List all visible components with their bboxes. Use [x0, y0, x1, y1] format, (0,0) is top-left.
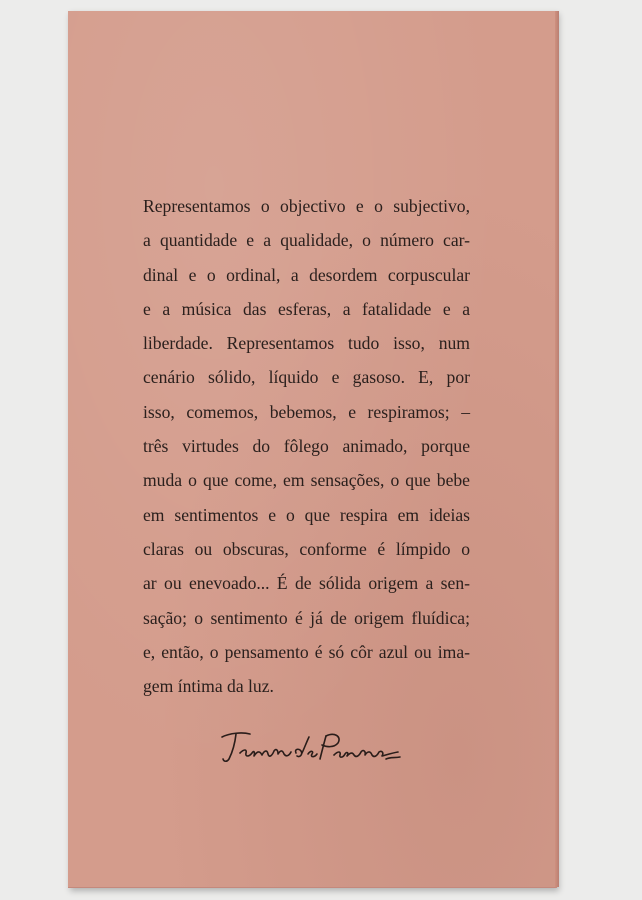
quote-text: [143, 189, 470, 703]
quote-line-14: e, então, o pensamento é só côr azul ou ima-: [143, 641, 470, 662]
quote-line-12: ar ou enevoado... É de sólida origem a sen-: [143, 573, 470, 594]
quote-line-9: muda o que come, em sensações, o que bebe: [143, 470, 470, 491]
quote-line-11: claras ou obscuras, conforme é límpido o: [143, 538, 470, 559]
quote-line-4: e a música das esferas, a fatalidade e a: [143, 298, 470, 319]
quote-line-7: isso, comemos, bebemos, e respiramos; –: [143, 401, 470, 422]
signature: [216, 719, 406, 775]
quote-line-15: gem íntima da luz.: [143, 676, 274, 697]
quote-line-10: em sentimentos e o que respira em ideias: [143, 504, 470, 525]
quote-line-2: a quantidade e a qualidade, o número car-: [143, 230, 470, 251]
quote-line-8: três virtudes do fôlego animado, porque: [143, 436, 470, 457]
quote-line-6: cenário sólido, líquido e gasoso. E, por: [143, 367, 470, 388]
quote-line-13: sação; o sentimento é já de origem fluídica;: [143, 607, 470, 628]
quote-line-3: dinal e o ordinal, a desordem corpuscular: [143, 264, 470, 285]
quote-line-1: Representamos o objectivo e o subjectivo,: [143, 196, 470, 216]
booklet-cover: [68, 11, 557, 888]
quote-line-5: liberdade. Representamos tudo isso, num: [143, 333, 470, 354]
